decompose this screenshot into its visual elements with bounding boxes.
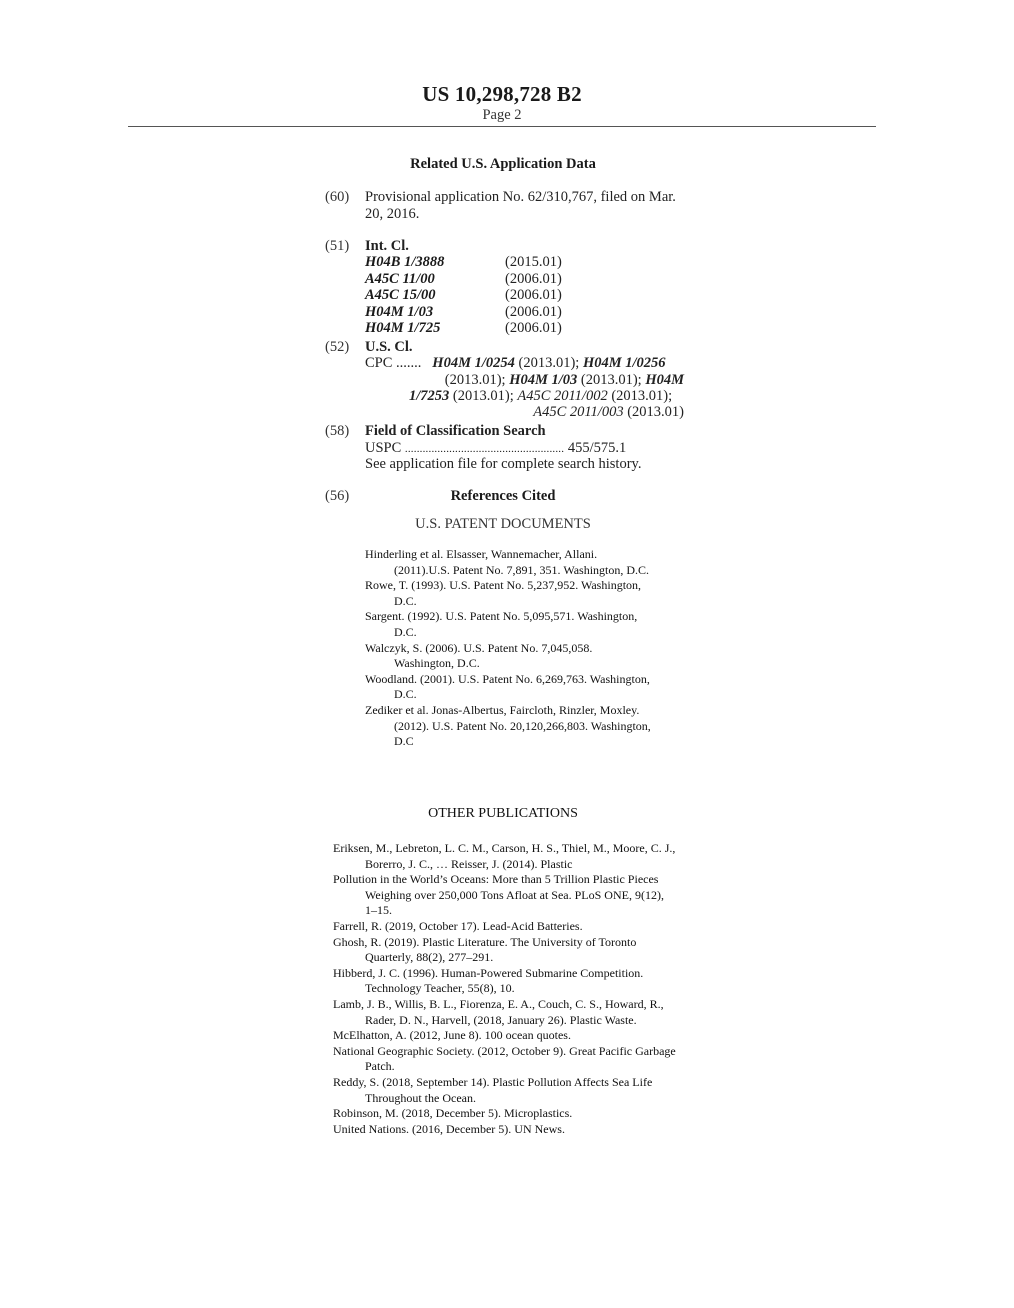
- cpc-year: (2013.01);: [444, 372, 506, 388]
- reference-item: Zediker et al. Jonas-Albertus, Faircloth, Rinzler, Moxley. (2012). U.S. Patent No. 20,120,266,803. Washington, D.C: [365, 702, 651, 749]
- other-publications-list: [333, 841, 678, 1137]
- publication-item: Hibberd, J. C. (1996). Human-Powered Submarine Competition. Technology Teacher, 55(8), 10.: [333, 965, 644, 996]
- header-divider: [128, 126, 876, 127]
- uspc-line: [365, 440, 626, 457]
- cpc-class: H04M 1/0254: [432, 355, 515, 371]
- publication-item: National Geographic Society. (2012, October 9). Great Pacific Garbage Patch.: [333, 1043, 676, 1074]
- reference-item: Walczyk, S. (2006). U.S. Patent No. 7,045,058. Washington, D.C.: [365, 640, 593, 671]
- int-cl-class: H04M 1/03: [365, 304, 434, 320]
- uspc-leader: ......................................................: [404, 443, 565, 455]
- cpc-year: (2013.01);: [518, 355, 580, 371]
- uspc-label: USPC: [365, 440, 402, 456]
- publication-item: Pollution in the World’s Oceans: More than 5 Trillion Plastic Pieces Weighing over 250,000 Tons Afloat at Sea. PLoS ONE, 9(12), 1–15.: [333, 872, 664, 918]
- us-cl-label: U.S. Cl.: [365, 339, 413, 355]
- references-code: (56): [325, 488, 350, 504]
- reference-item: Woodland. (2001). U.S. Patent No. 6,269,763. Washington, D.C.: [365, 671, 650, 702]
- publication-item: Ghosh, R. (2019). Plastic Literature. The University of Toronto Quarterly, 88(2), 277–291.: [333, 934, 637, 965]
- int-cl-year: (2006.01): [505, 304, 562, 320]
- publication-item: Farrell, R. (2019, October 17). Lead-Acid Batteries.: [333, 918, 583, 933]
- us-patent-references: [365, 547, 655, 750]
- field-search-code: (58): [325, 423, 350, 439]
- search-history-note: See application file for complete search history.: [365, 456, 642, 472]
- cpc-year: (2013.01);: [452, 388, 514, 404]
- cpc-line-2: [445, 372, 684, 389]
- int-cl-class: A45C 11/00: [365, 271, 435, 287]
- int-cl-year: (2006.01): [505, 271, 562, 287]
- provisional-code: (60): [325, 189, 350, 205]
- int-cl-class: H04B 1/3888: [365, 254, 445, 270]
- cpc-year: (2013.01);: [580, 372, 642, 388]
- cpc-class: H04M 1/0256: [582, 355, 666, 371]
- other-publications-heading: OTHER PUBLICATIONS: [428, 806, 578, 821]
- publication-item: Robinson, M. (2018, December 5). Microplastics.: [333, 1106, 573, 1121]
- cpc-line-1: [365, 355, 666, 372]
- cpc-class: H04M: [645, 372, 684, 388]
- cpc-year: (2013.01);: [611, 388, 673, 404]
- cpc-label: CPC .......: [365, 355, 422, 371]
- field-search-label: Field of Classification Search: [365, 423, 546, 439]
- patent-number: US 10,298,728 B2: [422, 82, 582, 106]
- publication-item: McElhatton, A. (2012, June 8). 100 ocean quotes.: [333, 1028, 571, 1043]
- uspc-value: 455/575.1: [567, 440, 627, 456]
- related-application-heading: Related U.S. Application Data: [410, 156, 596, 172]
- cpc-class: A45C 2011/003: [533, 404, 624, 420]
- reference-item: Sargent. (1992). U.S. Patent No. 5,095,571. Washington, D.C.: [365, 609, 638, 639]
- publication-item: United Nations. (2016, December 5). UN News.: [333, 1121, 565, 1136]
- cpc-line-3: [409, 388, 672, 405]
- us-patent-documents-heading: U.S. PATENT DOCUMENTS: [415, 516, 591, 532]
- cpc-class: A45C 2011/002: [517, 388, 608, 404]
- reference-item: Rowe, T. (1993). U.S. Patent No. 5,237,952. Washington, D.C.: [365, 578, 642, 608]
- provisional-text: Provisional application No. 62/310,767, filed on Mar. 20, 2016.: [365, 189, 676, 222]
- references-heading: References Cited: [450, 488, 556, 504]
- us-cl-code: (52): [325, 339, 350, 355]
- reference-item: Hinderling et al. Elsasser, Wannemacher, Allani. (2011).U.S. Patent No. 7,891, 351. Washington, D.C.: [365, 547, 650, 577]
- int-cl-class: H04M 1/725: [365, 320, 441, 336]
- publication-item: Eriksen, M., Lebreton, L. C. M., Carson, H. S., Thiel, M., Moore, C. J., Borerro, J. C., … Reisser, J. (2014). Plastic: [333, 841, 676, 871]
- int-cl-year: (2015.01): [505, 254, 562, 270]
- int-cl-class: A45C 15/00: [365, 287, 436, 303]
- publication-item: Lamb, J. B., Willis, B. L., Fiorenza, E. A., Couch, C. S., Howard, R., Rader, D. N., Harvell, (2018, January 26). Plastic Waste.: [333, 996, 664, 1027]
- cpc-class: H04M 1/03: [509, 372, 578, 388]
- int-cl-label: Int. Cl.: [365, 238, 409, 254]
- cpc-class: 1/7253: [409, 388, 450, 404]
- int-cl-code: (51): [325, 238, 350, 254]
- int-cl-year: (2006.01): [505, 287, 562, 303]
- cpc-line-4: [533, 404, 684, 421]
- page-number: Page 2: [482, 107, 522, 123]
- int-cl-year: (2006.01): [505, 320, 562, 336]
- cpc-year: (2013.01): [627, 404, 684, 420]
- publication-item: Reddy, S. (2018, September 14). Plastic Pollution Affects Sea Life Throughout the Ocean.: [333, 1074, 653, 1105]
